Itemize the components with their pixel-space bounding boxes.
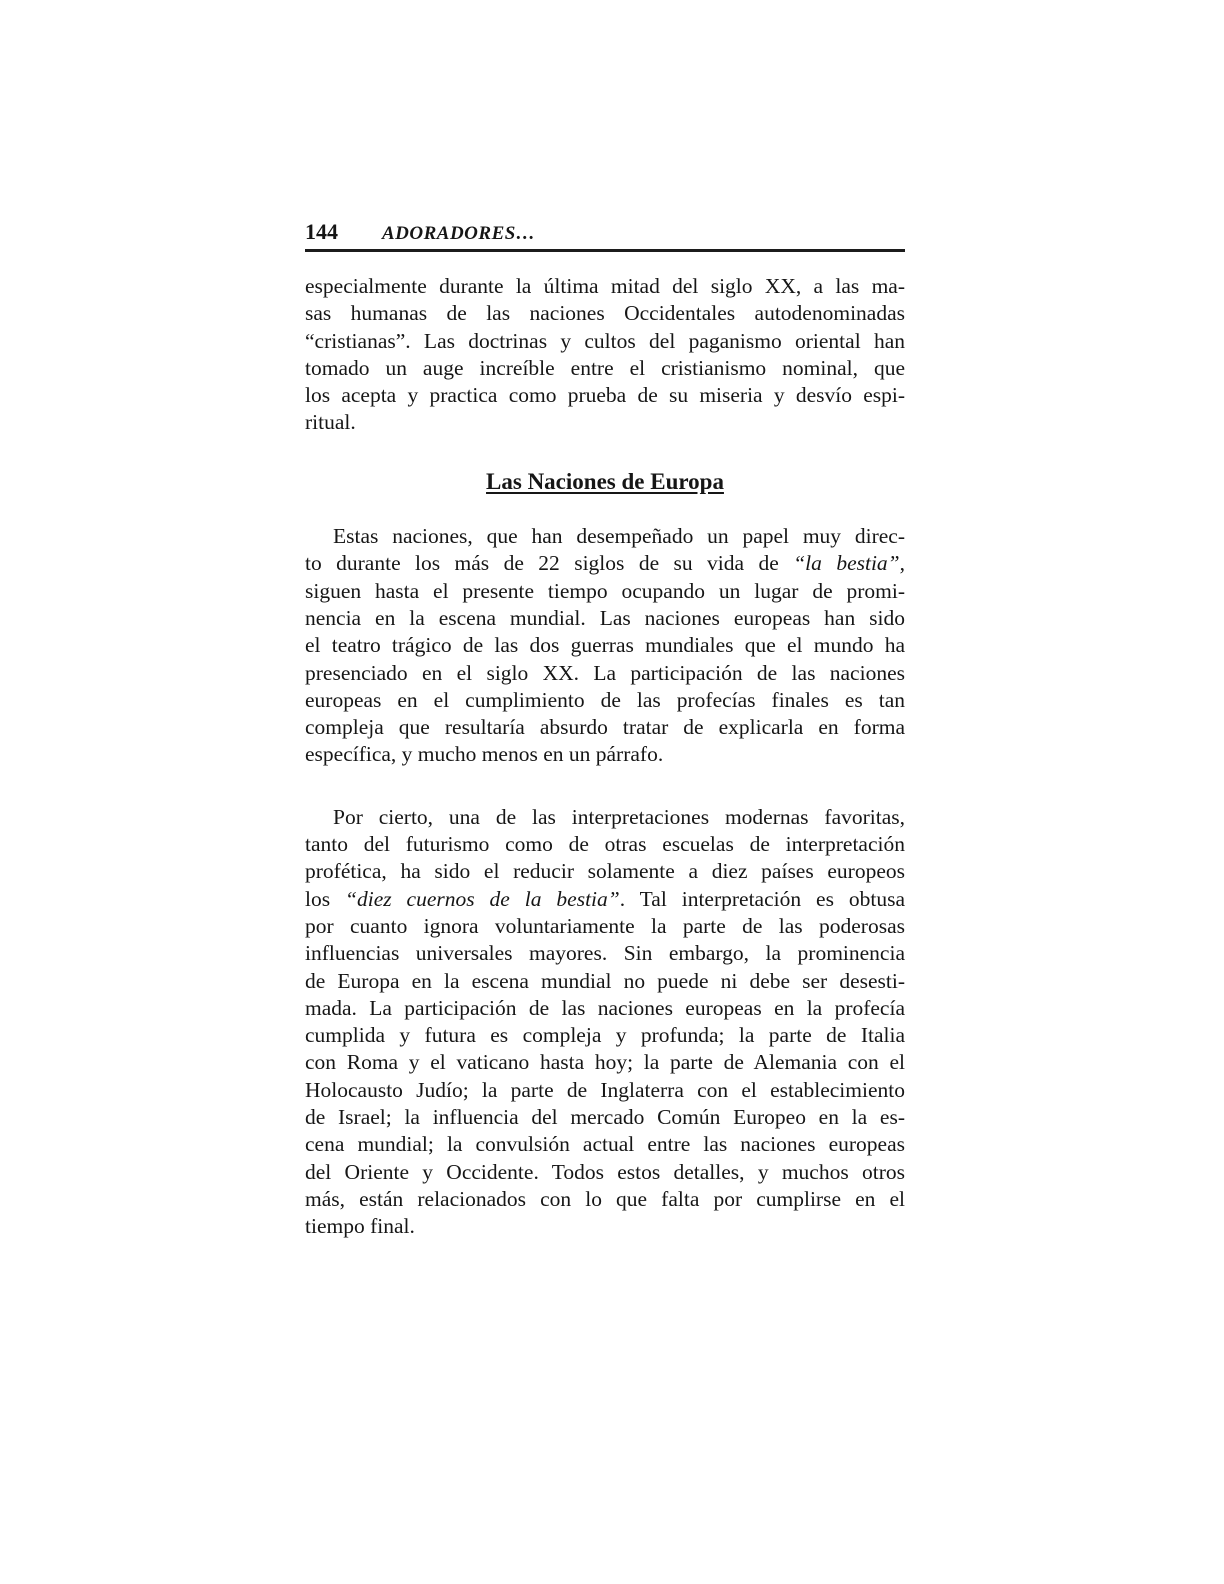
text-line xyxy=(305,300,905,327)
section-heading: Las Naciones de Europa xyxy=(486,468,724,494)
paragraph xyxy=(305,804,905,1241)
text-run: de Europa en la escena mundial no puede ni debe ser desesti- xyxy=(305,968,905,993)
text-run: tanto del futurismo como de otras escuelas de interpretación xyxy=(305,832,905,857)
text-line xyxy=(305,550,905,577)
text-run: nencia en la escena mundial. Las naciones europeas han sido xyxy=(305,605,905,630)
text-line xyxy=(305,913,905,940)
text-run: Por cierto, una de las interpretaciones modernas favoritas, xyxy=(333,804,905,829)
text-run: mada. La participación de las naciones europeas en la profecía xyxy=(305,995,905,1020)
running-title: ADORADORES… xyxy=(382,223,536,244)
text-line xyxy=(305,687,905,714)
text-run: . Tal interpretación es obtusa xyxy=(619,886,906,911)
page-header xyxy=(305,219,905,247)
text-run: cumplida y futura es compleja y profunda; la parte de Italia xyxy=(305,1023,905,1048)
text-run: europeas en el cumplimiento de las profecías finales es tan xyxy=(305,687,905,712)
text-line xyxy=(305,995,905,1022)
text-line xyxy=(305,273,905,300)
text-run: presenciado en el siglo XX. La participación de las naciones xyxy=(305,660,905,685)
page-number: 144 xyxy=(305,219,338,244)
text-run: tomado un auge increíble entre el cristianismo nominal, que xyxy=(305,355,905,380)
text-run: con Roma y el vaticano hasta hoy; la parte de Alemania con el xyxy=(305,1050,905,1075)
text-run: el teatro trágico de las dos guerras mundiales que el mundo ha xyxy=(305,633,905,658)
italic-run: “diez cuernos de la bestia” xyxy=(345,886,620,911)
text-run: por cuanto ignora voluntariamente la parte de las poderosas xyxy=(305,913,905,938)
text-line xyxy=(305,523,905,550)
text-line xyxy=(305,1186,905,1213)
text-line xyxy=(305,968,905,995)
text-run: profética, ha sido el reducir solamente a diez países europeos xyxy=(305,859,905,884)
text-run: “cristianas”. Las doctrinas y cultos del paganismo oriental han xyxy=(305,328,905,353)
text-line xyxy=(305,858,905,885)
text-run: del Oriente y Occidente. Todos estos detalles, y muchos otros xyxy=(305,1159,905,1184)
text-run: ritual. xyxy=(305,410,356,435)
text-line xyxy=(305,605,905,632)
text-line xyxy=(305,1077,905,1104)
text-line xyxy=(305,714,905,741)
text-run: tiempo final. xyxy=(305,1214,415,1239)
text-line xyxy=(305,1159,905,1186)
text-line xyxy=(305,1049,905,1076)
text-run: Holocausto Judío; la parte de Inglaterra con el establecimiento xyxy=(305,1077,905,1102)
text-run: especialmente durante la última mitad del siglo XX, a las ma- xyxy=(305,274,905,298)
text-run: , xyxy=(899,551,906,576)
text-line xyxy=(305,940,905,967)
text-line xyxy=(305,1213,905,1240)
text-run: Estas naciones, que han desempeñado un papel muy direc- xyxy=(333,524,905,549)
text-column xyxy=(305,219,905,1241)
text-run: los xyxy=(305,886,346,911)
italic-run: “la bestia” xyxy=(793,551,900,576)
text-line xyxy=(305,1131,905,1158)
body-blocks xyxy=(305,273,905,1241)
text-line xyxy=(305,660,905,687)
paragraph xyxy=(305,523,905,769)
text-line xyxy=(305,355,905,382)
text-run: to durante los más de 22 siglos de su vida de xyxy=(305,551,794,576)
text-run: más, están relacionados con lo que falta por cumplirse en el xyxy=(305,1186,905,1211)
text-line xyxy=(305,578,905,605)
text-line xyxy=(305,328,905,355)
text-run: sas humanas de las naciones Occidentales autodenominadas xyxy=(305,301,905,326)
text-run: compleja que resultaría absurdo tratar de explicarla en forma xyxy=(305,715,905,740)
text-line xyxy=(305,831,905,858)
header-rule xyxy=(305,249,905,252)
text-line xyxy=(305,741,905,768)
text-run: influencias universales mayores. Sin embargo, la prominencia xyxy=(305,941,905,966)
text-line xyxy=(305,1022,905,1049)
paragraph xyxy=(305,273,905,437)
text-run: los acepta y practica como prueba de su miseria y desvío espi- xyxy=(305,383,905,408)
text-run: siguen hasta el presente tiempo ocupando un lugar de promi- xyxy=(305,578,905,603)
text-line xyxy=(305,804,905,831)
text-line xyxy=(305,1104,905,1131)
text-run: cena mundial; la convulsión actual entre las naciones europeas xyxy=(305,1132,905,1157)
text-run: específica, y mucho menos en un párrafo. xyxy=(305,742,664,767)
text-line xyxy=(305,382,905,409)
text-run: de Israel; la influencia del mercado Común Europeo en la es- xyxy=(305,1105,905,1130)
text-line xyxy=(305,409,905,436)
text-line xyxy=(305,886,905,913)
text-line xyxy=(305,632,905,659)
